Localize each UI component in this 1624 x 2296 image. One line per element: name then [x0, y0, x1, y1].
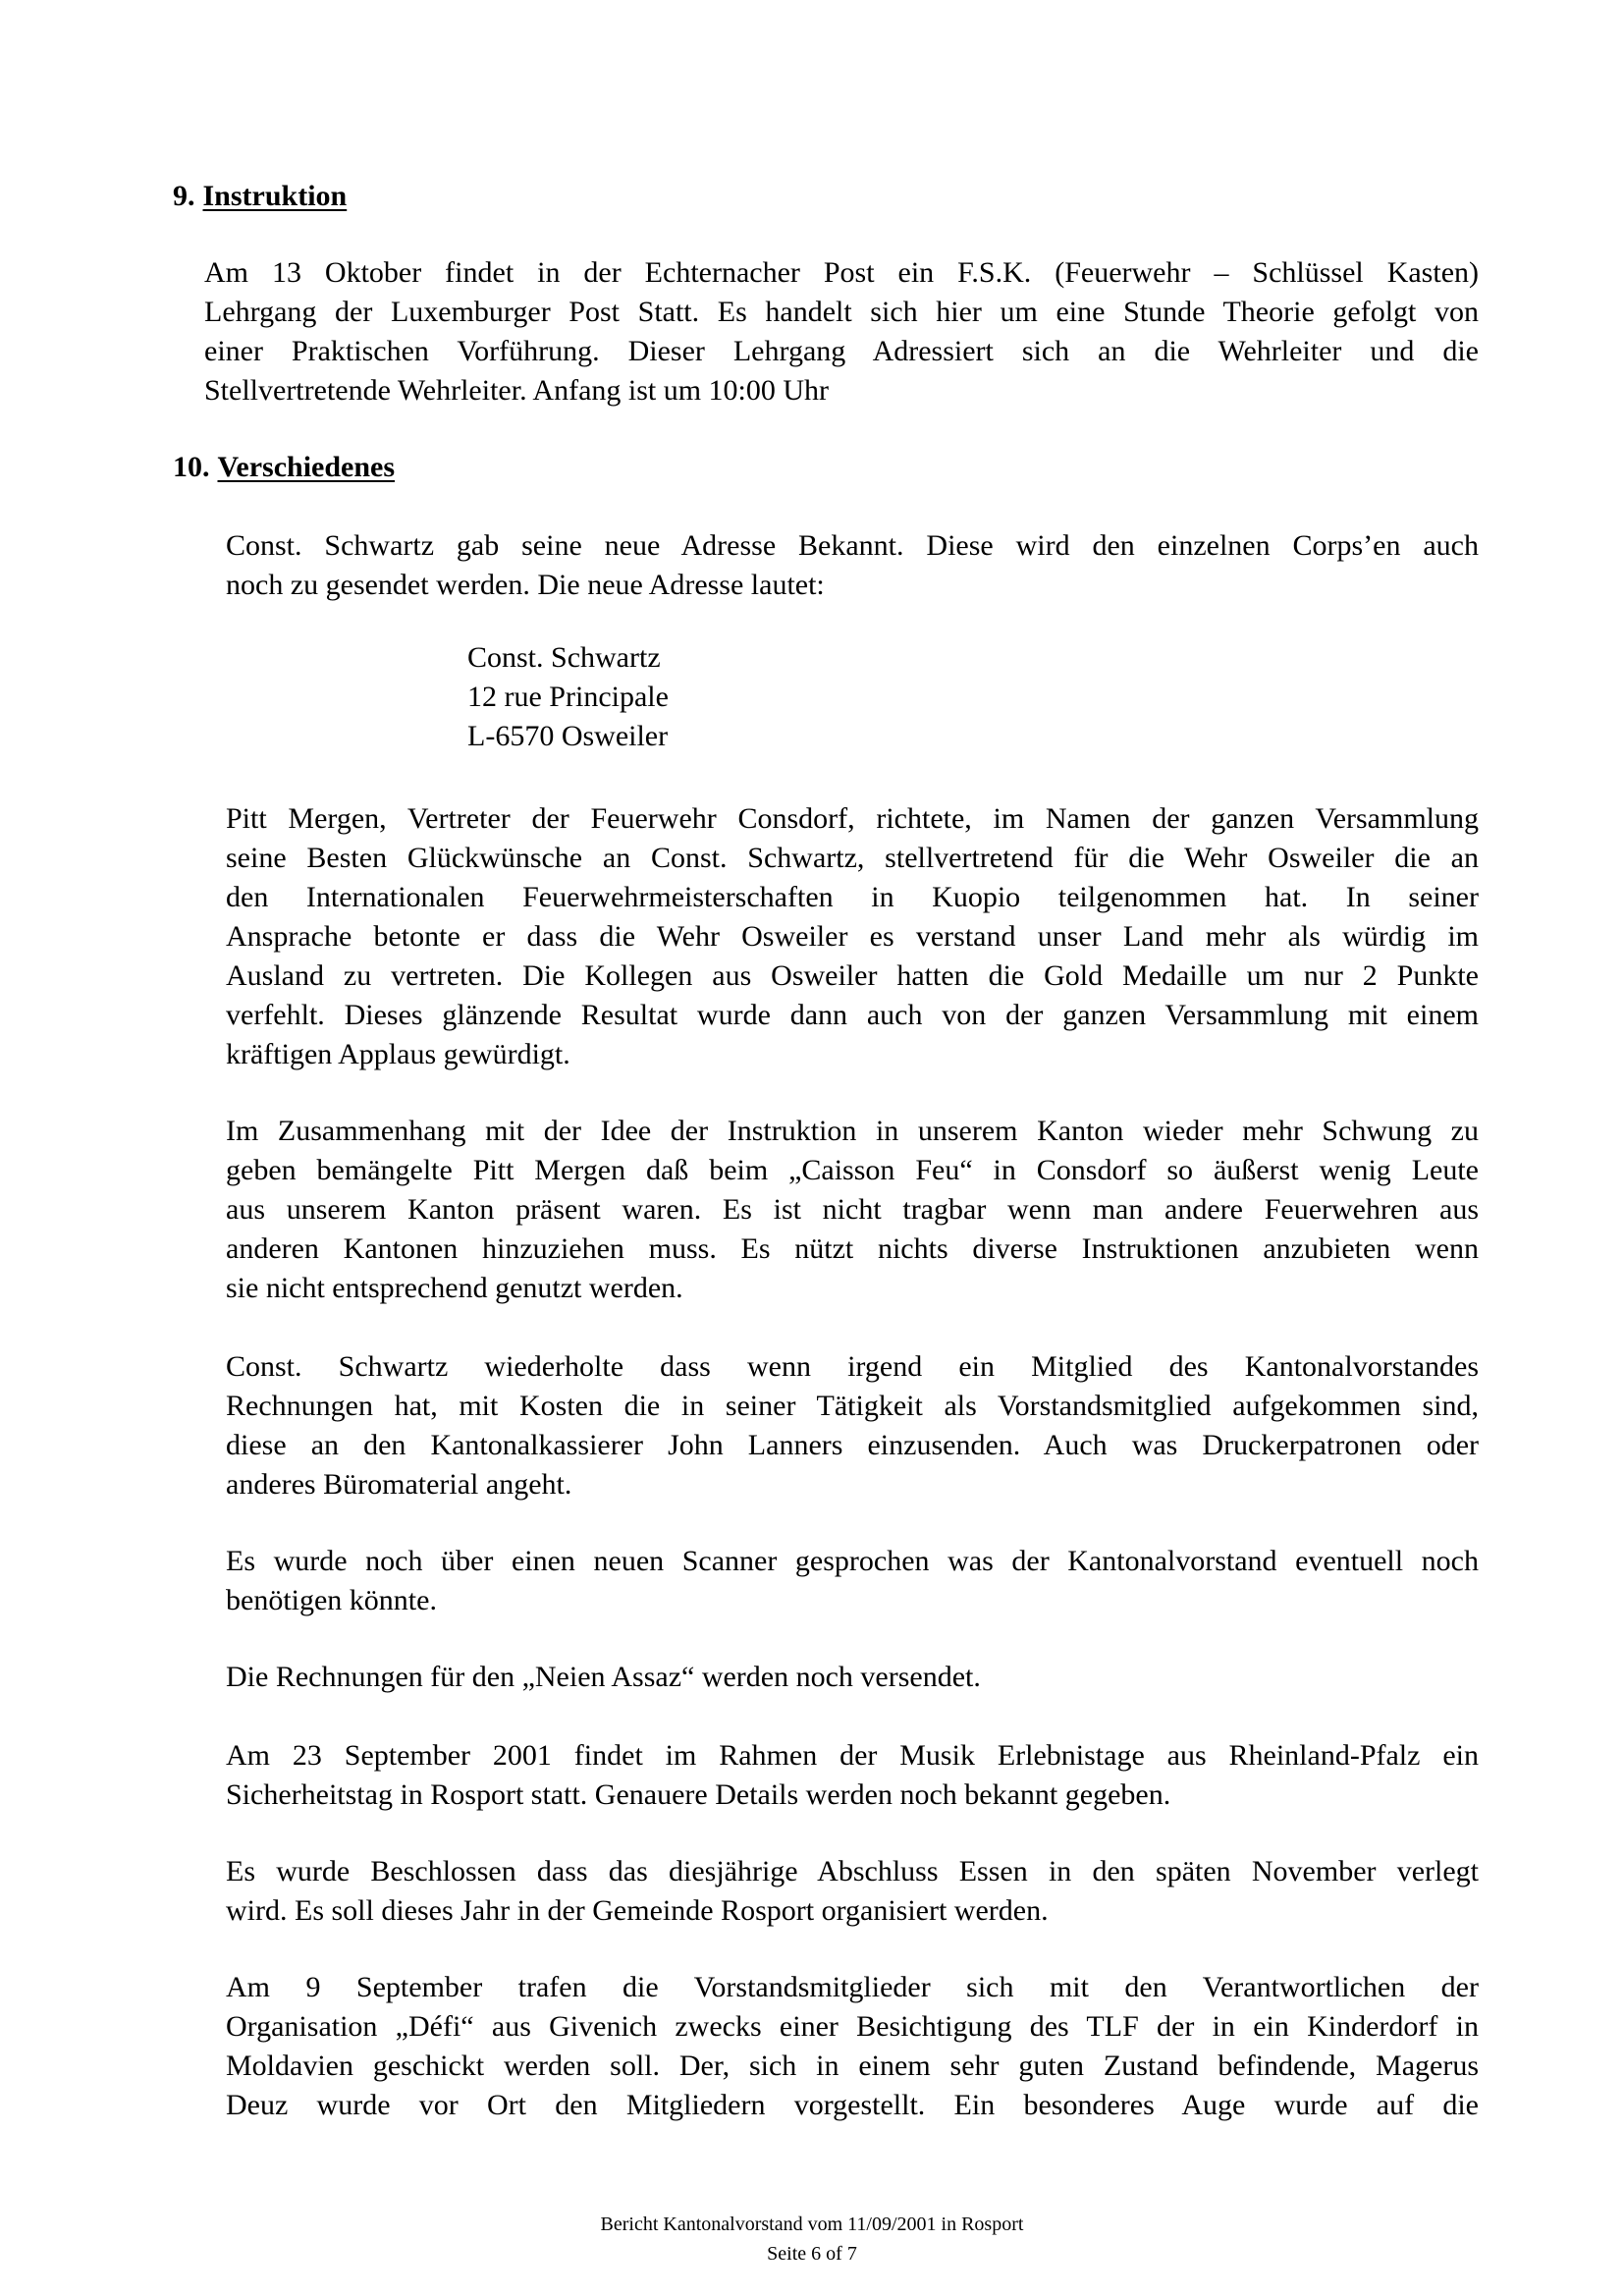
address-block — [467, 638, 669, 756]
paragraph-line: noch zu gesendet werden. Die neue Adresse lautet: — [226, 569, 825, 601]
paragraph-congratulations — [226, 799, 1479, 1074]
paragraph-line: Const. Schwartz wiederholte dass wenn irgend ein Mitglied des Kantonalvorstandes — [226, 1350, 1479, 1383]
paragraph-line: Am 13 Oktober findet in der Echternacher Post ein F.S.K. (Feuerwehr – Schlüssel Kasten) — [204, 256, 1479, 289]
paragraph-line: anderes Büromaterial angeht. — [226, 1468, 572, 1501]
paragraph-line: Es wurde Beschlossen dass das diesjährige Abschluss Essen in den späten November verlegt — [226, 1855, 1479, 1887]
paragraph-line: Sicherheitstag in Rosport statt. Genauere Details werden noch bekannt gegeben. — [226, 1778, 1171, 1811]
section-10-title: Verschiedenes — [217, 451, 396, 483]
footer-report-title: Bericht Kantonalvorstand vom 11/09/2001 in Rosport — [600, 2214, 1024, 2235]
paragraph-line: Ansprache betonte er dass die Wehr Osweiler es verstand unser Land mehr als würdig im — [226, 920, 1479, 953]
address-city: L-6570 Osweiler — [467, 720, 669, 752]
paragraph-instruction — [226, 1112, 1479, 1308]
paragraph-line: Im Zusammenhang mit der Idee der Instruktion in unserem Kanton wieder mehr Schwung zu — [226, 1115, 1479, 1147]
address-street: 12 rue Principale — [467, 681, 669, 713]
paragraph-line: sie nicht entsprechend genutzt werden. — [226, 1272, 683, 1304]
paragraph-line: Lehrgang der Luxemburger Post Statt. Es handelt sich hier um eine Stunde Theorie gefolgt von — [204, 296, 1479, 328]
paragraph-line: Ausland zu vertreten. Die Kollegen aus Osweiler hatten die Gold Medaille um nur 2 Punkte — [226, 959, 1479, 992]
paragraph-invoices — [226, 1347, 1479, 1504]
paragraph-line: verfehlt. Dieses glänzende Resultat wurde dann auch von der ganzen Versammlung mit einem — [226, 999, 1479, 1031]
paragraph-line: aus unserem Kanton präsent waren. Es ist nicht tragbar wenn man andere Feuerwehren aus — [226, 1193, 1479, 1226]
paragraph-line: Die Rechnungen für den „Neien Assaz“ werden noch versendet. — [226, 1661, 981, 1693]
footer-page-number: Seite 6 of 7 — [767, 2243, 857, 2265]
paragraph-scanner — [226, 1542, 1479, 1620]
paragraph-line: Am 9 September trafen die Vorstandsmitglieder sich mit den Verantwortlichen der — [226, 1971, 1479, 2003]
address-name: Const. Schwartz — [467, 641, 661, 674]
paragraph-line: Pitt Mergen, Vertreter der Feuerwehr Consdorf, richtete, im Namen der ganzen Versammlung — [226, 802, 1479, 835]
section-9-paragraph — [204, 253, 1479, 410]
paragraph-line: Am 23 September 2001 findet im Rahmen der Musik Erlebnistage aus Rheinland-Pfalz ein — [226, 1739, 1479, 1772]
paragraph-line: wird. Es soll dieses Jahr in der Gemeinde Rosport organisiert werden. — [226, 1894, 1049, 1927]
paragraph-line: diese an den Kantonalkassierer John Lanners einzusenden. Auch was Druckerpatronen oder — [226, 1429, 1479, 1461]
section-10-heading — [173, 448, 395, 487]
paragraph-line: seine Besten Glückwünsche an Const. Schwartz, stellvertretend für die Wehr Osweiler die an — [226, 842, 1479, 874]
section-10-number: 10. — [173, 451, 210, 483]
paragraph-defi-visit — [226, 1968, 1479, 2125]
paragraph-line: anderen Kantonen hinzuziehen muss. Es nützt nichts diverse Instruktionen anzubieten wenn — [226, 1232, 1479, 1265]
page-footer — [0, 2210, 1624, 2269]
paragraph-line: kräftigen Applaus gewürdigt. — [226, 1038, 570, 1070]
paragraph-line: Organisation „Défi“ aus Givenich zwecks einer Besichtigung des TLF der in ein Kinderdorf in — [226, 2010, 1479, 2043]
section-9-heading — [173, 177, 347, 216]
paragraph-line: einer Praktischen Vorführung. Dieser Lehrgang Adressiert sich an die Wehrleiter und die — [204, 335, 1479, 367]
paragraph-new-address — [226, 526, 1479, 605]
paragraph-line: Deuz wurde vor Ort den Mitgliedern vorgestellt. Ein besonderes Auge wurde auf die — [226, 2089, 1479, 2121]
paragraph-line: Moldavien geschickt werden soll. Der, sich in einem sehr guten Zustand befindende, Magerus — [226, 2050, 1479, 2082]
paragraph-line: Stellvertretende Wehrleiter. Anfang ist um 10:00 Uhr — [204, 374, 830, 407]
section-9-number: 9. — [173, 180, 195, 212]
section-9-title: Instruktion — [202, 180, 348, 212]
paragraph-safety-day — [226, 1736, 1479, 1815]
paragraph-closing-dinner — [226, 1852, 1479, 1931]
paragraph-line: geben bemängelte Pitt Mergen daß beim „Caisson Feu“ in Consdorf so äußerst wenig Leute — [226, 1154, 1479, 1186]
paragraph-line: Es wurde noch über einen neuen Scanner gesprochen was der Kantonalvorstand eventuell noch — [226, 1545, 1479, 1577]
paragraph-line: den Internationalen Feuerwehrmeisterschaften in Kuopio teilgenommen hat. In seiner — [226, 881, 1479, 913]
paragraph-line: Rechnungen hat, mit Kosten die in seiner Tätigkeit als Vorstandsmitglied aufgekommen sind, — [226, 1390, 1479, 1422]
paragraph-neien-assaz — [226, 1658, 1479, 1697]
paragraph-line: benötigen könnte. — [226, 1584, 437, 1616]
paragraph-line: Const. Schwartz gab seine neue Adresse Bekannt. Diese wird den einzelnen Corps’en auch — [226, 529, 1479, 562]
